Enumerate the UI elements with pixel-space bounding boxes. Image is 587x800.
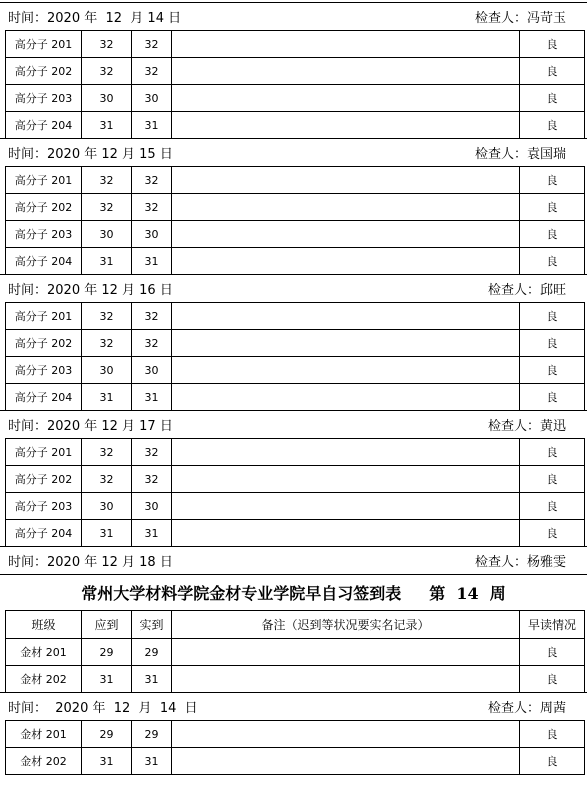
note-cell [171, 639, 519, 665]
date-label: 时间：2020 年 12 月 18 日 [8, 555, 173, 570]
class-cell: 高分子 201 [5, 167, 81, 193]
status-cell: 良 [519, 167, 585, 193]
class-cell: 高分子 202 [5, 58, 81, 84]
status-cell: 良 [519, 85, 585, 111]
actual-cell: 31 [131, 112, 171, 138]
actual-cell: 31 [131, 748, 171, 774]
actual-cell: 32 [131, 58, 171, 84]
actual-cell: 32 [131, 31, 171, 57]
note-cell [171, 221, 519, 247]
note-cell [171, 466, 519, 492]
sheet-title [0, 574, 587, 610]
actual-cell: 30 [131, 85, 171, 111]
status-cell: 良 [519, 194, 585, 220]
table-row [5, 720, 585, 747]
expected-cell: 32 [81, 58, 131, 84]
note-cell [171, 493, 519, 519]
actual-cell: 32 [131, 330, 171, 356]
status-cell: 良 [519, 303, 585, 329]
section-header [0, 2, 587, 30]
class-cell: 金材 201 [5, 721, 81, 747]
note-cell [171, 85, 519, 111]
note-header: 备注（迟到等状况要实名记录） [171, 611, 519, 638]
note-cell [171, 357, 519, 383]
inspector-label: 检查人：杨雅雯 [474, 555, 566, 570]
table-row [5, 193, 585, 220]
actual-cell: 32 [131, 466, 171, 492]
class-cell: 高分子 201 [5, 439, 81, 465]
table-row [5, 30, 585, 57]
note-cell [171, 330, 519, 356]
table-row [5, 84, 585, 111]
expected-cell: 32 [81, 330, 131, 356]
table-row [5, 329, 585, 356]
class-cell: 金材 201 [5, 639, 81, 665]
note-cell [171, 303, 519, 329]
table-row [5, 383, 585, 410]
class-cell: 高分子 204 [5, 384, 81, 410]
expected-cell: 32 [81, 439, 131, 465]
expected-cell: 31 [81, 748, 131, 774]
date-label: 时间：2020 年 12 月 15 日 [8, 147, 173, 162]
actual-cell: 32 [131, 439, 171, 465]
actual-cell: 29 [131, 639, 171, 665]
table-row [5, 492, 585, 519]
class-cell: 高分子 203 [5, 221, 81, 247]
note-cell [171, 439, 519, 465]
status-cell: 良 [519, 439, 585, 465]
actual-cell: 31 [131, 384, 171, 410]
status-cell: 良 [519, 666, 585, 692]
table-row [5, 465, 585, 492]
expected-header: 应到 [81, 611, 131, 638]
actual-cell: 30 [131, 221, 171, 247]
note-cell [171, 194, 519, 220]
table-row [5, 166, 585, 193]
class-cell: 高分子 204 [5, 248, 81, 274]
expected-cell: 30 [81, 357, 131, 383]
date-label: 时间：2020 年 12 月 16 日 [8, 283, 173, 298]
expected-cell: 31 [81, 666, 131, 692]
table-row [5, 57, 585, 84]
table-row [5, 302, 585, 329]
status-cell: 良 [519, 493, 585, 519]
class-cell: 高分子 201 [5, 303, 81, 329]
actual-cell: 32 [131, 303, 171, 329]
table-row [5, 220, 585, 247]
class-cell: 高分子 202 [5, 194, 81, 220]
actual-cell: 32 [131, 194, 171, 220]
inspector-label: 检查人：周茜 [487, 701, 566, 716]
section-header [0, 546, 587, 574]
table-row [5, 356, 585, 383]
note-cell [171, 31, 519, 57]
status-cell: 良 [519, 639, 585, 665]
class-cell: 高分子 201 [5, 31, 81, 57]
status-cell: 良 [519, 520, 585, 546]
status-cell: 良 [519, 748, 585, 774]
expected-cell: 32 [81, 194, 131, 220]
title-text: 常州大学材料学院金材专业学院早自习签到表 [81, 584, 402, 603]
status-cell: 良 [519, 31, 585, 57]
expected-cell: 31 [81, 112, 131, 138]
class-cell: 高分子 203 [5, 493, 81, 519]
note-cell [171, 666, 519, 692]
column-header-row [5, 610, 585, 638]
actual-cell: 31 [131, 666, 171, 692]
class-cell: 高分子 202 [5, 466, 81, 492]
status-header: 早读情况 [519, 611, 585, 638]
class-cell: 高分子 204 [5, 520, 81, 546]
week-label: 第 14 周 [429, 584, 506, 603]
status-cell: 良 [519, 721, 585, 747]
expected-cell: 32 [81, 31, 131, 57]
note-cell [171, 520, 519, 546]
note-cell [171, 112, 519, 138]
expected-cell: 32 [81, 167, 131, 193]
date-label: 时间： 2020 年 12 月 14 日 [8, 701, 198, 716]
expected-cell: 29 [81, 639, 131, 665]
actual-cell: 31 [131, 248, 171, 274]
inspector-label: 检查人：冯苛玉 [474, 11, 566, 26]
class-cell: 金材 202 [5, 748, 81, 774]
expected-cell: 30 [81, 85, 131, 111]
expected-cell: 30 [81, 221, 131, 247]
note-cell [171, 748, 519, 774]
table-row [5, 747, 585, 775]
section-header [0, 138, 587, 166]
note-cell [171, 248, 519, 274]
date-label: 时间：2020 年 12 月 14 日 [8, 11, 182, 26]
note-cell [171, 58, 519, 84]
status-cell: 良 [519, 466, 585, 492]
note-cell [171, 384, 519, 410]
inspector-label: 检查人：袁国瑞 [474, 147, 566, 162]
actual-header: 实到 [131, 611, 171, 638]
status-cell: 良 [519, 248, 585, 274]
table-row [5, 519, 585, 546]
section-header [0, 692, 587, 720]
class-cell: 高分子 203 [5, 85, 81, 111]
status-cell: 良 [519, 112, 585, 138]
table-row [5, 247, 585, 274]
class-cell: 高分子 203 [5, 357, 81, 383]
table-row [5, 438, 585, 465]
note-cell [171, 167, 519, 193]
expected-cell: 31 [81, 384, 131, 410]
expected-cell: 32 [81, 303, 131, 329]
actual-cell: 32 [131, 167, 171, 193]
table-row [5, 638, 585, 665]
status-cell: 良 [519, 357, 585, 383]
status-cell: 良 [519, 58, 585, 84]
date-label: 时间：2020 年 12 月 17 日 [8, 419, 173, 434]
actual-cell: 31 [131, 520, 171, 546]
expected-cell: 31 [81, 520, 131, 546]
section-header [0, 410, 587, 438]
expected-cell: 31 [81, 248, 131, 274]
actual-cell: 29 [131, 721, 171, 747]
class-cell: 高分子 202 [5, 330, 81, 356]
class-cell: 金材 202 [5, 666, 81, 692]
inspector-label: 检查人：邱旺 [487, 283, 566, 298]
actual-cell: 30 [131, 493, 171, 519]
table-row [5, 111, 585, 138]
section-header [0, 274, 587, 302]
expected-cell: 29 [81, 721, 131, 747]
inspector-label: 检查人：黄迅 [487, 419, 566, 434]
expected-cell: 30 [81, 493, 131, 519]
class-cell: 高分子 204 [5, 112, 81, 138]
note-cell [171, 721, 519, 747]
actual-cell: 30 [131, 357, 171, 383]
table-row [5, 665, 585, 692]
expected-cell: 32 [81, 466, 131, 492]
status-cell: 良 [519, 330, 585, 356]
status-cell: 良 [519, 221, 585, 247]
class-header: 班级 [5, 611, 81, 638]
status-cell: 良 [519, 384, 585, 410]
